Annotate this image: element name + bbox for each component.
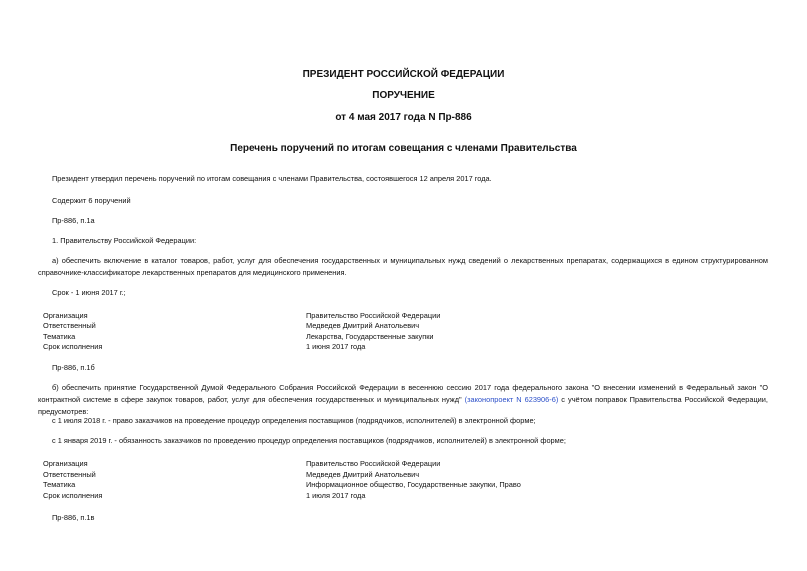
item-1b-code: Пр-886, п.1б	[52, 363, 95, 372]
bill-link[interactable]: (законопроект N 623906-6)	[464, 395, 559, 404]
table-value: Правительство Российской Федерации	[306, 311, 441, 320]
issuer-heading: ПРЕЗИДЕНТ РОССИЙСКОЙ ФЕДЕРАЦИИ	[302, 69, 505, 80]
table-value: Лекарства, Государственные закупки	[306, 332, 434, 341]
table-value: 1 июня 2017 года	[306, 342, 366, 351]
item-1a-text: а) обеспечить включение в каталог товаров, работ, услуг для обеспечения государственных и муниципальных нужд сведений о лекарственных препаратах, содержащихся в едином структурированном справочнике-классификаторе лекарственных препаратов для медицинского применения.	[38, 256, 768, 277]
document-type-heading: ПОРУЧЕНИЕ	[372, 90, 435, 101]
table-label: Ответственный	[43, 470, 96, 479]
item-1b-bullet-2: с 1 января 2019 г. - обязанность заказчиков по проведению процедур определения поставщиков (подрядчиков, исполнителей) в электронной форме;	[52, 436, 566, 445]
table-label: Срок исполнения	[43, 342, 103, 351]
item-1b-bullet-1: с 1 июля 2018 г. - право заказчиков на проведение процедур определения поставщиков (подрядчиков, исполнителей) в электронной форме;	[52, 416, 536, 425]
table-label: Организация	[43, 459, 88, 468]
table-value: Информационное общество, Государственные закупки, Право	[306, 480, 521, 489]
table-value: Медведев Дмитрий Анатольевич	[306, 470, 420, 479]
table-label: Ответственный	[43, 321, 96, 330]
date-number-heading: от 4 мая 2017 года N Пр-886	[335, 112, 472, 123]
intro-paragraph: Президент утвердил перечень поручений по итогам совещания с членами Правительства, состоявшегося 12 апреля 2017 года.	[52, 174, 492, 183]
table-value: Правительство Российской Федерации	[306, 459, 441, 468]
item-1v-code: Пр-886, п.1в	[52, 513, 95, 522]
table-value: 1 июля 2017 года	[306, 491, 366, 500]
item-1b-text-end: с учётом поправок Правительства Российской Федерации, предусмотрев:	[38, 395, 768, 416]
item-1b-text	[38, 382, 768, 418]
table-label: Организация	[43, 311, 88, 320]
table-label: Тематика	[43, 332, 76, 341]
table-label: Срок исполнения	[43, 491, 103, 500]
item-1a-code: Пр-886, п.1а	[52, 216, 95, 225]
item-1a-deadline: Срок - 1 июня 2017 г.;	[52, 288, 126, 297]
instructions-count: Содержит 6 поручений	[52, 196, 131, 205]
item-1a-addressee: 1. Правительству Российской Федерации:	[52, 236, 197, 245]
table-label: Тематика	[43, 480, 76, 489]
table-value: Медведев Дмитрий Анатольевич	[306, 321, 420, 330]
subject-heading: Перечень поручений по итогам совещания с членами Правительства	[230, 143, 577, 154]
item-1b-text-start: б) обеспечить принятие Государственной Думой Федерального Собрания Российской Федерации в весеннюю сессию 2017 года федерального закона "О внесении изменений в Федеральный закон "О контрактной системе в сфере закупок товаров, работ, услуг для обеспечения государственных и муниципальных нужд"	[38, 383, 768, 404]
